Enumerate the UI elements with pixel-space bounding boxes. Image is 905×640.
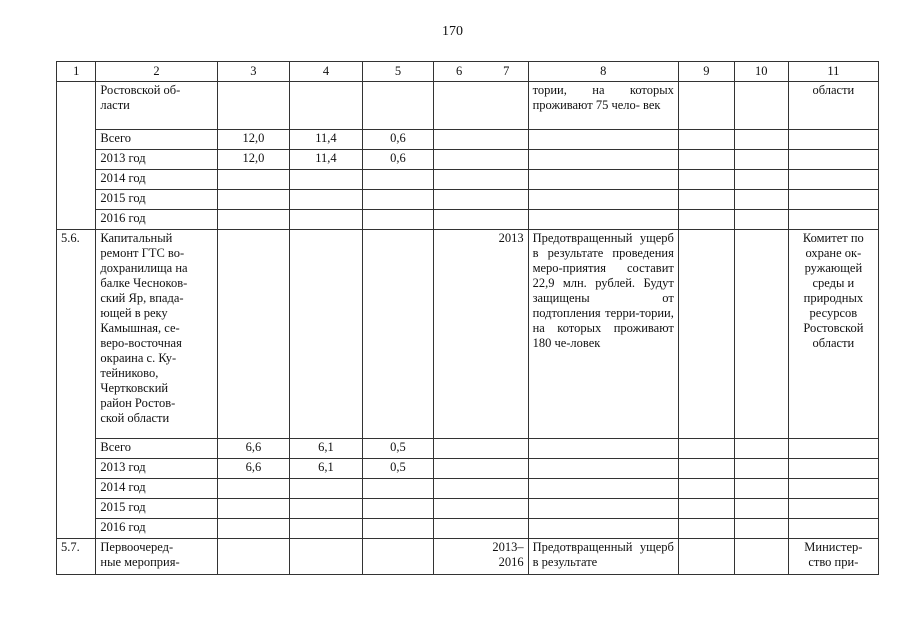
item-number: 5.6. — [57, 230, 96, 439]
total-value: 6,6 — [217, 439, 290, 459]
expected-result: тории, на которых проживают 75 чело- век — [528, 82, 678, 130]
period-years: 2013 — [485, 230, 529, 439]
total-value: 12,0 — [217, 150, 290, 170]
table-row — [57, 519, 879, 539]
regional-value: 0,5 — [362, 439, 434, 459]
federal-value: 11,4 — [290, 130, 363, 150]
col-header: 1 — [57, 62, 96, 82]
item-number: 5.7. — [57, 539, 96, 575]
col-header: 5 — [362, 62, 434, 82]
responsible: Комитет по охране ок- ружающей среды и природных ресурсов Ростовской области — [788, 230, 878, 439]
col-header: 3 — [217, 62, 290, 82]
table-row — [57, 150, 879, 170]
measure-name: Первоочеред- ные мероприя- — [96, 539, 217, 575]
regional-value: 0,6 — [362, 150, 434, 170]
regional-value: 0,5 — [362, 459, 434, 479]
table-row — [57, 459, 879, 479]
table-row — [57, 479, 879, 499]
federal-value: 11,4 — [290, 150, 363, 170]
measure-name: Капитальный ремонт ГТС во- дохранилища на балке Чесноков- ский Яр, впада- ющей в реку Камышная, се- веро-восточная окраина с. Ку- тейниково, Чертковский район Ростов- ской области — [96, 230, 217, 439]
federal-value: 6,1 — [290, 439, 363, 459]
responsible: Министер- ство при- — [788, 539, 878, 575]
column-number-row — [57, 62, 879, 82]
measures-table — [56, 61, 879, 575]
table-row — [57, 439, 879, 459]
table-row — [57, 210, 879, 230]
col-header: 9 — [678, 62, 734, 82]
total-value: 12,0 — [217, 130, 290, 150]
table-row — [57, 230, 879, 439]
period-label: Всего — [96, 130, 217, 150]
col-header: 11 — [788, 62, 878, 82]
table-row — [57, 130, 879, 150]
page-number: 170 — [442, 24, 463, 39]
col-header: 4 — [290, 62, 363, 82]
col-header: 8 — [528, 62, 678, 82]
period-label: 2016 год — [96, 210, 217, 230]
period-years: 2013– 2016 — [485, 539, 529, 575]
period-label: 2016 год — [96, 519, 217, 539]
col-header: 2 — [96, 62, 217, 82]
federal-value: 6,1 — [290, 459, 363, 479]
col-header: 10 — [734, 62, 788, 82]
table-row — [57, 539, 879, 575]
period-label: 2014 год — [96, 479, 217, 499]
expected-result: Предотвращенный ущерб в результате — [528, 539, 678, 575]
table-row — [57, 170, 879, 190]
total-value: 6,6 — [217, 459, 290, 479]
table-row — [57, 190, 879, 210]
period-label: 2015 год — [96, 190, 217, 210]
expected-result: Предотвращенный ущерб в результате проведения меро-приятия составит 22,9 млн. рублей. Будут защищены от подтопления терри-тории, на которых проживают 180 че-ловек — [528, 230, 678, 439]
col-header: 7 — [485, 62, 529, 82]
period-label: 2013 год — [96, 150, 217, 170]
period-label: 2014 год — [96, 170, 217, 190]
col-header: 6 — [434, 62, 485, 82]
measure-name: Ростовской об- ласти — [96, 82, 217, 130]
period-label: 2015 год — [96, 499, 217, 519]
regional-value: 0,6 — [362, 130, 434, 150]
table-row — [57, 82, 879, 130]
period-label: Всего — [96, 439, 217, 459]
table-row — [57, 499, 879, 519]
responsible: области — [788, 82, 878, 130]
period-label: 2013 год — [96, 459, 217, 479]
